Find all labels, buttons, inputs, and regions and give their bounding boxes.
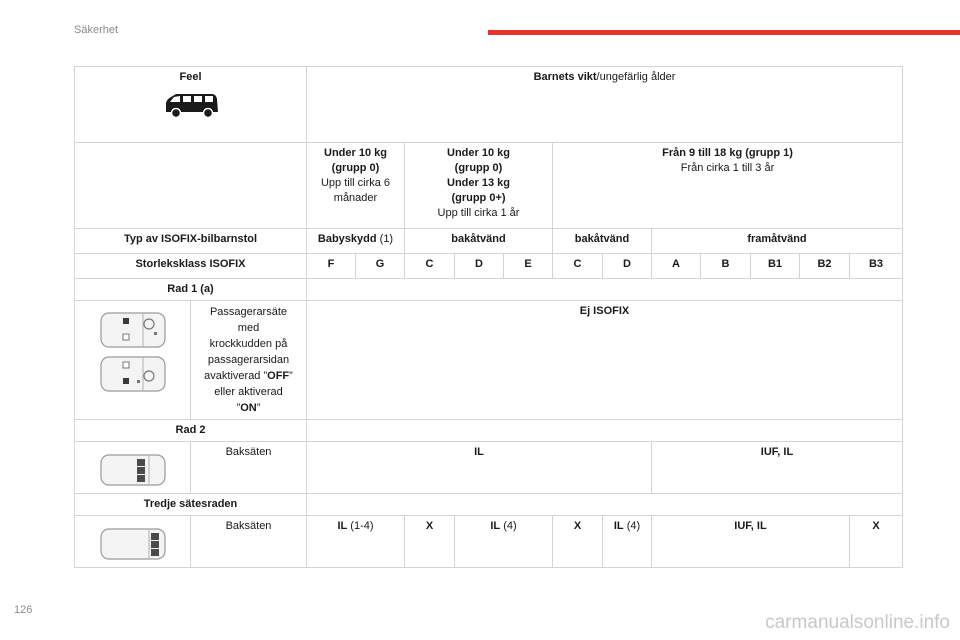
size-class-cell: G: [356, 254, 405, 279]
rear-facing-cell-1: bakåtvänd: [405, 229, 553, 254]
seat-desc-line: med: [237, 322, 260, 334]
group-0-age-cont: månader: [333, 192, 378, 204]
watermark: carmanualsonline.info: [765, 612, 950, 633]
weight-header-rest: /ungefärlig ålder: [596, 71, 676, 83]
airbag-on-text: ON: [240, 402, 257, 414]
rear-facing-cell-2: bakåtvänd: [553, 229, 652, 254]
airbag-off-text: OFF: [267, 370, 290, 382]
group-1-name-b: (grupp 0+): [451, 192, 506, 204]
row3-value-cell: [603, 516, 652, 568]
row2-value-rear: IL: [307, 442, 652, 494]
forward-facing-cell: framåtvänd: [652, 229, 903, 254]
table-row-header: [75, 67, 903, 143]
group-0-cell: [307, 143, 405, 229]
group-1-cell: [553, 143, 903, 229]
row3-value-cell: IUF, IL: [652, 516, 850, 568]
seat-desc-text: avaktiverad ”: [204, 370, 268, 382]
group-0plus-cell: [405, 143, 553, 229]
front-seat-airbag-on-icon: [99, 354, 167, 394]
table-row-row3-heading: [75, 494, 903, 516]
empty-cell: [307, 279, 903, 301]
seat-desc-line: [194, 400, 303, 416]
seat-desc-line: passagerarsidan: [207, 354, 290, 366]
row3-diagram-cell: [75, 516, 191, 568]
babyskydd-note: (1): [379, 233, 394, 245]
table-row-row1-heading: [75, 279, 903, 301]
row1-diagram-cell: [75, 301, 191, 420]
row1-label: Rad 1 (a): [75, 279, 307, 301]
child-weight-header: [307, 67, 903, 143]
row2-label: Rad 2: [75, 420, 307, 442]
front-seat-airbag-off-icon: [99, 310, 167, 350]
vehicle-cell: [75, 67, 307, 143]
row3-value-cell: X: [405, 516, 455, 568]
group-0-weight: Under 10 kg: [324, 147, 387, 159]
group-0-age: Upp till cirka 6: [320, 177, 391, 189]
size-class-label: Storleksklass ISOFIX: [75, 254, 307, 279]
row3-seat-description: Baksäten: [191, 516, 307, 568]
van-icon: [162, 91, 220, 119]
third-row-seat-icon: [99, 527, 167, 561]
seat-desc-text: ”: [256, 402, 261, 414]
size-class-cell: A: [652, 254, 701, 279]
seat-desc-line: eller aktiverad: [214, 386, 283, 398]
row3-value: IL: [490, 520, 501, 532]
row3-value-cell: X: [553, 516, 603, 568]
group-0-name: (grupp 0): [331, 162, 380, 174]
table-row-seat-type: [75, 229, 903, 254]
table-row-row2-heading: [75, 420, 903, 442]
page-number: 126: [14, 604, 33, 616]
seat-desc-text: ”: [236, 402, 241, 414]
group-1-weight-b: Under 13 kg: [447, 177, 510, 189]
size-class-cell: D: [603, 254, 652, 279]
group-1-name-a: (grupp 0): [454, 162, 503, 174]
babyskydd-text: Babyskydd: [317, 233, 377, 245]
size-class-cell: B3: [850, 254, 903, 279]
group-2-weight: Från 9 till 18 kg (grupp 1): [662, 147, 793, 159]
row3-label: Tredje sätesraden: [75, 494, 307, 516]
row3-note: (1-4): [350, 520, 374, 532]
row1-seat-description: [191, 301, 307, 420]
row3-value: IL: [337, 520, 348, 532]
group-2-age: Från cirka 1 till 3 år: [680, 162, 775, 174]
empty-cell: [307, 420, 903, 442]
size-class-cell: D: [455, 254, 504, 279]
page-header-title: Säkerhet: [74, 24, 119, 36]
size-class-cell: B2: [800, 254, 850, 279]
seat-type-label: Typ av ISOFIX-bilbarnstol: [75, 229, 307, 254]
seat-desc-line: krockkudden på: [209, 338, 288, 350]
babyskydd-cell: [307, 229, 405, 254]
row2-diagram-cell: [75, 442, 191, 494]
size-class-cell: B1: [751, 254, 800, 279]
row3-note: (4): [503, 520, 517, 532]
isofix-table: [74, 66, 903, 568]
size-class-cell: C: [553, 254, 603, 279]
group-1-weight-a: Under 10 kg: [447, 147, 510, 159]
row3-note: (4): [626, 520, 641, 532]
size-class-cell: C: [405, 254, 455, 279]
empty-cell: [75, 143, 307, 229]
row3-value-cell: X: [850, 516, 903, 568]
vehicle-label: Feel: [179, 71, 202, 83]
seat-desc-line: [194, 368, 303, 384]
empty-cell: [307, 494, 903, 516]
seat-desc-text: ”: [289, 370, 293, 382]
size-class-cell: B: [701, 254, 751, 279]
seat-desc-line: Passagerarsäte: [209, 306, 288, 318]
table-row-groups: [75, 143, 903, 229]
row3-value-cell: [455, 516, 553, 568]
table-row-size-class: [75, 254, 903, 279]
size-class-cell: E: [504, 254, 553, 279]
row3-value-cell: [307, 516, 405, 568]
row1-value: Ej ISOFIX: [307, 301, 903, 420]
row3-value: IL: [613, 520, 624, 532]
table-row-row3-body: [75, 516, 903, 568]
size-class-cell: F: [307, 254, 356, 279]
second-row-seat-icon: [99, 453, 167, 487]
table-row-row2-body: [75, 442, 903, 494]
row2-seat-description: Baksäten: [191, 442, 307, 494]
weight-header-bold: Barnets vikt: [533, 71, 597, 83]
header-accent-bar: [488, 30, 960, 35]
group-1-age: Upp till cirka 1 år: [437, 207, 520, 219]
table-row-row1-body: [75, 301, 903, 420]
row2-value-forward: IUF, IL: [652, 442, 903, 494]
